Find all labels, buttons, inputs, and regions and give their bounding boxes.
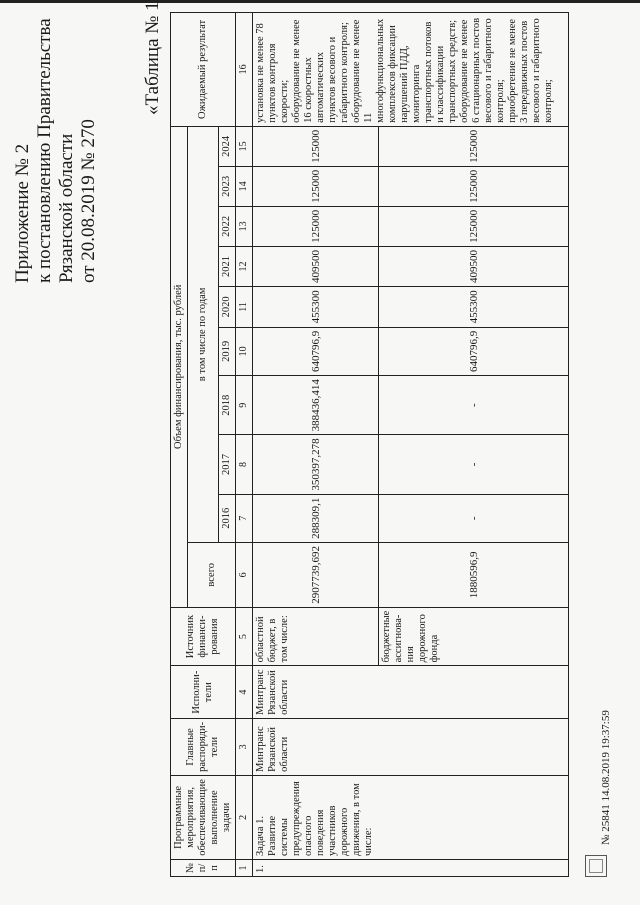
column-number-row <box>236 13 253 877</box>
header-year: 2016 <box>219 494 236 542</box>
row-source-regional: областной бюджет, в том числе: <box>253 607 379 666</box>
table-row <box>253 13 379 877</box>
header-funding: Объем финансирования, тыс. рублей <box>171 126 188 607</box>
cell-value: - <box>379 494 569 542</box>
cell-value: 350397,278 <box>253 435 379 494</box>
cell-value: 640796,9 <box>379 327 569 375</box>
col-number: 8 <box>236 435 253 494</box>
cell-value: 409500 <box>379 246 569 286</box>
registration-stamp-icon <box>585 855 607 877</box>
header-year: 2019 <box>219 327 236 375</box>
cell-value: 125000 <box>379 126 569 166</box>
header-year: 2023 <box>219 166 236 206</box>
col-number: 4 <box>236 666 253 718</box>
col-number: 14 <box>236 166 253 206</box>
col-number: 5 <box>236 607 253 666</box>
row-manager: Минтранс Рязанской области <box>253 718 569 775</box>
cell-value: 288309,1 <box>253 494 379 542</box>
table-title: «Таблица № 1 <box>142 1 163 115</box>
col-number: 12 <box>236 246 253 286</box>
header-year: 2017 <box>219 435 236 494</box>
cell-value: 125000 <box>253 166 379 206</box>
cell-value: 388436,414 <box>253 376 379 435</box>
appendix-line: к постановлению Правительства <box>34 18 55 283</box>
cell-value: 125000 <box>379 206 569 246</box>
appendix-line: от 20.08.2019 № 270 <box>78 119 99 283</box>
cell-value: - <box>379 376 569 435</box>
header-by-years: в том числе по годам <box>188 126 219 542</box>
row-result: установка не менее 78 пунктов контроля скорости; оборудование не менее 16 скоростных автоматических пунктов весового и габаритного контроля; оборудование не менее 11 многофункциональных комплексов фиксации нарушений ПДД, мониторинга транспортных потоков и классификации транспортных средств; оборудование не менее 6 стационарных постов весового и габаритного контроля; приобретение не менее 3 передвижных постов весового и габаритного контроля; <box>253 13 569 127</box>
cell-value: 455300 <box>253 287 379 327</box>
row-total-regional: 2907739,692 <box>253 542 379 607</box>
row-total-road-fund: 1880596,9 <box>379 542 569 607</box>
row-measure: Задача 1. Развитие системы предупреждения опасного поведения участников дорожного движения, в том числе: <box>253 775 569 859</box>
header-year: 2022 <box>219 206 236 246</box>
cell-value: 125000 <box>253 206 379 246</box>
cell-value: 455300 <box>379 287 569 327</box>
cell-value: 409500 <box>253 246 379 286</box>
header-year: 2018 <box>219 376 236 435</box>
cell-value: 125000 <box>379 166 569 206</box>
col-number: 13 <box>236 206 253 246</box>
cell-value: 640796,9 <box>253 327 379 375</box>
header-measures: Программные мероприятия, обеспечивающие выполнение задачи <box>171 775 236 859</box>
row-number: 1. <box>253 859 569 876</box>
header-year: 2024 <box>219 126 236 166</box>
col-number: 2 <box>236 775 253 859</box>
col-number: 1 <box>236 859 253 876</box>
header-total: всего <box>188 542 236 607</box>
header-executors: Исполни-тели <box>171 666 236 718</box>
header-year: 2020 <box>219 287 236 327</box>
col-number: 15 <box>236 126 253 166</box>
col-number: 10 <box>236 327 253 375</box>
cell-value: 125000 <box>253 126 379 166</box>
header-year: 2021 <box>219 246 236 286</box>
row-executor: Минтранс Рязанской области <box>253 666 569 718</box>
header-managers: Главные распоряди-тели <box>171 718 236 775</box>
col-number: 11 <box>236 287 253 327</box>
header-source: Источник финанси-рования <box>171 607 236 666</box>
col-number: 3 <box>236 718 253 775</box>
col-number: 16 <box>236 13 253 127</box>
col-number: 7 <box>236 494 253 542</box>
appendix-line: Рязанской области <box>56 133 77 283</box>
funding-table <box>170 12 569 877</box>
cell-value: - <box>379 435 569 494</box>
header-result: Ожидаемый результат <box>171 13 236 127</box>
appendix-header <box>12 3 100 283</box>
registration-footer: № 25841 14.08.2019 19:37:59 <box>600 710 612 845</box>
col-number: 6 <box>236 542 253 607</box>
header-n: № п/п <box>171 859 236 876</box>
col-number: 9 <box>236 376 253 435</box>
row-source-road-fund: бюджетные ассигнова-ния дорожного фонда <box>379 607 569 666</box>
appendix-line: Приложение № 2 <box>12 143 33 283</box>
